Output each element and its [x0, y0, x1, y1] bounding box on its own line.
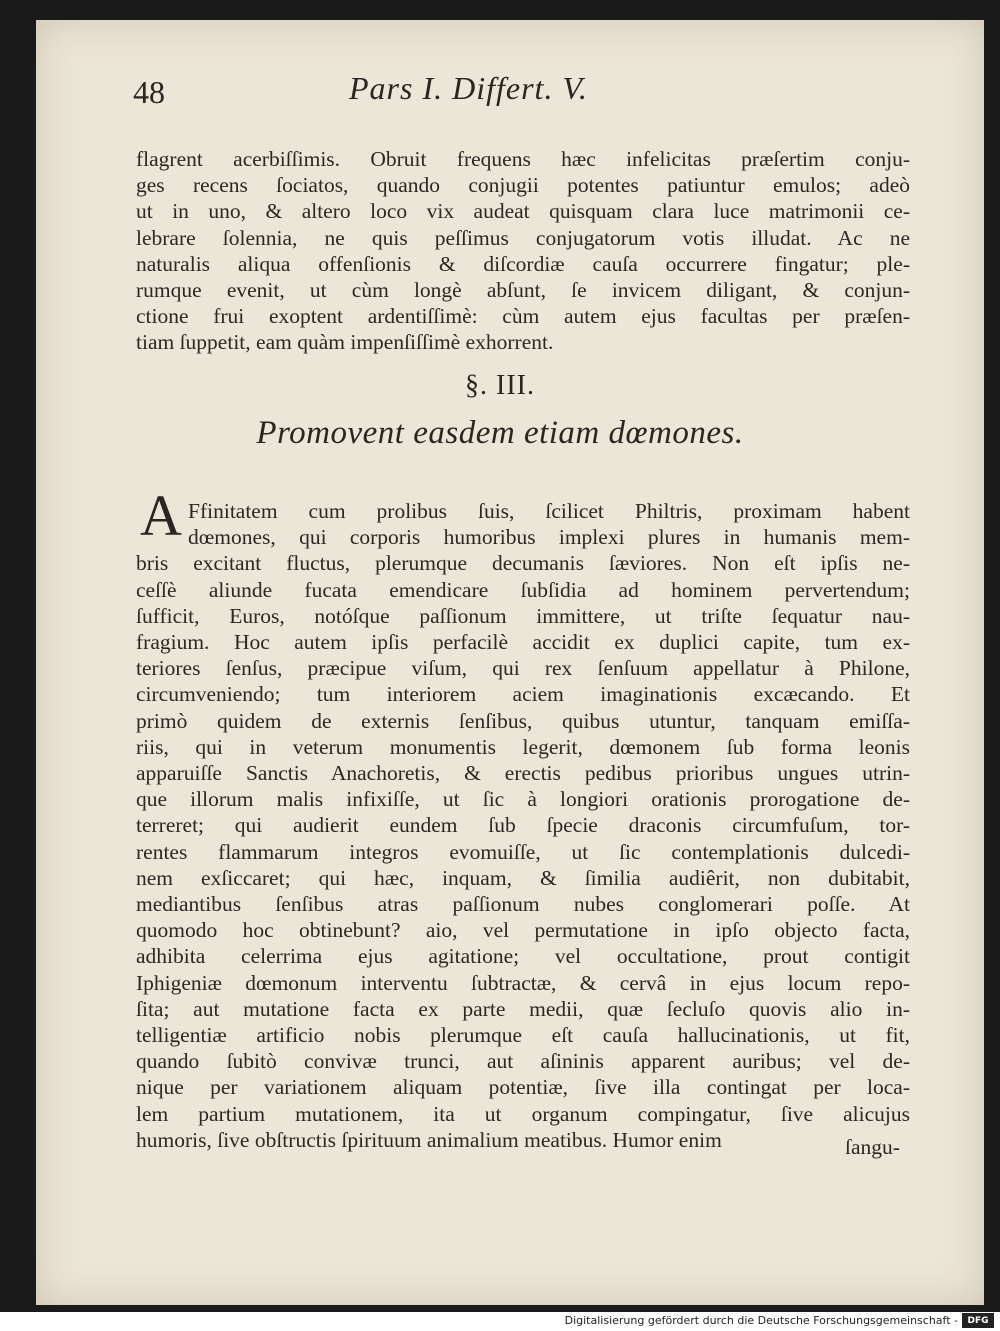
text-line: dœmones, qui corporis humoribus implexi plures in humanis mem- — [188, 525, 910, 550]
text-line: teriores ſenſus, præcipue viſum, qui rex ſenſuum appellatur à Philone, — [136, 656, 910, 681]
text-line: ſufficit, Euros, notóſque paſſionum immittere, ut triſte ſequatur nau- — [136, 603, 910, 628]
text-line: mediantibus ſenſibus atras paſſionum nubes conglomerari poſſe. At — [136, 892, 910, 917]
text-line: ſita; aut mutatione facta ex parte medii, quæ ſecluſo quovis alio in- — [136, 996, 910, 1021]
drop-cap: A — [140, 483, 182, 548]
text-line: riis, qui in veterum monumentis legerit, dœmonem ſub forma leonis — [136, 734, 910, 759]
text-line: lem partium mutationem, ita ut organum compingatur, ſive alicujus — [136, 1101, 910, 1126]
text-line: ges recens ſociatos, quando conjugii potentes patiuntur emulos; adeò — [136, 173, 910, 198]
page-number: 48 — [133, 74, 165, 110]
text-line: lebrare ſolennia, ne quis peſſimus conjugatorum votis illudat. Ac ne — [136, 225, 910, 250]
text-line: bris excitant fluctus, plerumque decumanis ſæviores. Non eſt ipſis ne- — [136, 551, 910, 576]
text-line: terreret; qui audierit eundem ſub ſpecie draconis circumfuſum, tor- — [136, 813, 910, 838]
text-line: ut in uno, & altero loco vix audeat quisquam clara luce matrimonii ce- — [136, 199, 910, 224]
text-line: ceſſè aliunde fucata emendicare ſubſidia ad hominem pervertendum; — [136, 577, 910, 602]
section-title: Promovent easdem etiam dœmones. — [256, 415, 744, 451]
running-title: Pars I. Differt. V. — [349, 70, 588, 106]
text-line: nique per variationem aliquam potentiæ, ſive illa contingat per loca- — [136, 1075, 910, 1100]
catchword: ſangu- — [845, 1135, 900, 1159]
text-line: fragium. Hoc autem ipſis perfacilè accidit ex duplici capite, tum ex- — [136, 630, 910, 655]
text-line: adhibita celerrima ejus agitatione; vel occultatione, prout contigit — [136, 944, 910, 969]
text-line: que illorum malis infixiſſe, ut ſic à longiori orationis prorogatione de- — [136, 787, 910, 812]
text-line: apparuiſſe Sanctis Anachoretis, & erectis pedibus prioribus ungues utrin- — [136, 761, 910, 786]
text-line: telligentiæ artificio nobis plerumque eſt cauſa hallucinationis, ut fit, — [136, 1023, 910, 1048]
text-line: rumque evenit, ut cùm longè abſunt, ſe invicem diligant, & conjun- — [136, 278, 910, 303]
paragraph-2 — [136, 498, 910, 1153]
paragraph-1 — [136, 146, 910, 356]
text-line: quando ſubitò convivæ trunci, aut aſininis apparent auribus; vel de- — [136, 1049, 910, 1074]
text-line: humoris, ſive obſtructis ſpirituum animalium meatibus. Humor enim — [136, 1127, 722, 1152]
text-line: nem exſiccaret; qui hæc, inquam, & ſimilia audiêrit, non dubitabit, — [136, 865, 910, 890]
text-line: naturalis aliqua offenſionis & diſcordiæ cauſa occurrere fingatur; ple- — [136, 251, 910, 276]
section-number: §. III. — [465, 370, 535, 401]
text-line: Iphigeniæ dœmonum interventu ſubtractæ, & cervâ in ejus locum repo- — [136, 970, 910, 995]
text-line: Ffinitatem cum prolibus ſuis, ſcilicet Philtris, proximam habent — [188, 499, 910, 523]
text-line: ctione frui exoptent ardentiſſimè: cùm autem ejus facultas per præſen- — [136, 304, 910, 329]
text-line: circumveniendo; tum interiorem aciem imaginationis excæcando. Et — [136, 682, 910, 707]
dfg-logo: DFG — [962, 1313, 994, 1328]
text-line: flagrent acerbiſſimis. Obruit frequens hæc infelicitas præſertim conju- — [136, 147, 910, 171]
footer-credit: Digitalisierung gefördert durch die Deutsche Forschungsgemeinschaft - — [564, 1314, 958, 1327]
text-line: tiam ſuppetit, eam quàm impenſiſſimè exhorrent. — [136, 330, 554, 355]
text-line: rentes flammarum integros evomuiſſe, ut ſic contemplationis dulcedi- — [136, 839, 910, 864]
text-line: quomodo hoc obtinebunt? aio, vel permutatione in ipſo objecto facta, — [136, 918, 910, 943]
text-line: primò quidem de externis ſenſibus, quibus utuntur, tanquam emiſſa- — [136, 708, 910, 733]
